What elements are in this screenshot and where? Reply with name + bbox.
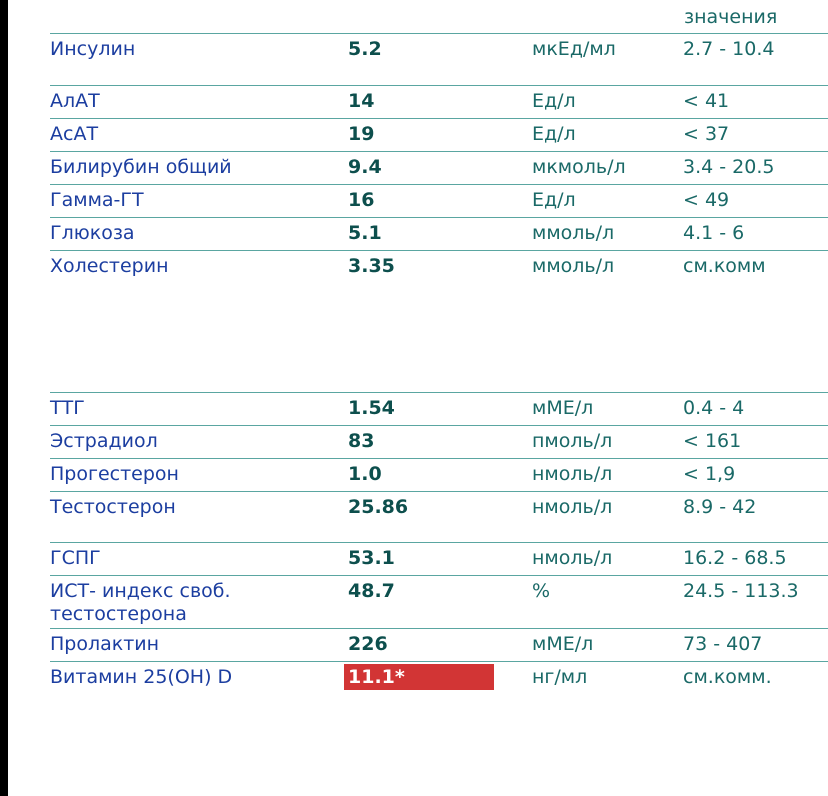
- result-row: [50, 118, 828, 152]
- test-reference: 16.2 - 68.5: [683, 547, 787, 569]
- test-unit: Ед/л: [532, 123, 576, 145]
- test-value-flagged: 11.1*: [344, 664, 494, 690]
- test-unit: мкЕд/мл: [532, 38, 616, 60]
- test-unit: нмоль/л: [532, 463, 613, 485]
- result-row: [50, 425, 828, 459]
- test-unit: пмоль/л: [532, 430, 613, 452]
- result-row: [50, 85, 828, 119]
- test-unit: мМЕ/л: [532, 397, 594, 419]
- test-name: Глюкоза: [50, 222, 135, 244]
- test-value: 19: [348, 123, 375, 145]
- test-unit: ммоль/л: [532, 222, 615, 244]
- test-unit: мМЕ/л: [532, 633, 594, 655]
- test-name: АсАТ: [50, 123, 99, 145]
- test-unit: нмоль/л: [532, 496, 613, 518]
- result-row: [50, 33, 828, 67]
- result-row: [50, 661, 828, 695]
- result-row: [50, 575, 828, 628]
- test-value: 25.86: [348, 496, 409, 518]
- test-unit: Ед/л: [532, 90, 576, 112]
- test-name: Инсулин: [50, 38, 136, 60]
- test-reference: 2.7 - 10.4: [683, 38, 775, 60]
- test-unit: мкмоль/л: [532, 156, 626, 178]
- test-reference: < 37: [683, 123, 730, 145]
- test-unit: ммоль/л: [532, 255, 615, 277]
- test-unit: Ед/л: [532, 189, 576, 211]
- test-unit: %: [532, 580, 551, 602]
- test-name: Холестерин: [50, 255, 169, 277]
- ref-column-header: значения: [684, 6, 778, 28]
- test-name: Витамин 25(ОН) D: [50, 666, 233, 688]
- result-row: [50, 184, 828, 218]
- test-value: 3.35: [348, 255, 395, 277]
- result-row: [50, 491, 828, 525]
- test-name: Прогестерон: [50, 463, 179, 485]
- test-unit: нг/мл: [532, 666, 588, 688]
- test-name-line1: ИСТ- индекс своб.: [50, 580, 231, 602]
- test-value: 1.54: [348, 397, 395, 419]
- test-value: 16: [348, 189, 375, 211]
- test-value: 83: [348, 430, 375, 452]
- result-row: [50, 542, 828, 576]
- test-value: 5.2: [348, 38, 382, 60]
- test-reference: < 41: [683, 90, 730, 112]
- test-value: 1.0: [348, 463, 382, 485]
- test-name: Пролактин: [50, 633, 160, 655]
- test-name: Билирубин общий: [50, 156, 232, 178]
- result-row: [50, 392, 828, 426]
- result-row: [50, 217, 828, 251]
- test-reference: 24.5 - 113.3: [683, 580, 799, 602]
- test-name: Эстрадиол: [50, 430, 158, 452]
- test-reference: < 161: [683, 430, 742, 452]
- test-reference: 4.1 - 6: [683, 222, 745, 244]
- test-reference: < 1,9: [683, 463, 736, 485]
- test-value: 48.7: [348, 580, 395, 602]
- test-reference: 73 - 407: [683, 633, 763, 655]
- test-reference: 8.9 - 42: [683, 496, 757, 518]
- test-reference: см.комм.: [683, 666, 772, 688]
- result-row: [50, 628, 828, 662]
- lab-results-page: [8, 0, 828, 796]
- test-reference: см.комм: [683, 255, 766, 277]
- test-value: 226: [348, 633, 388, 655]
- test-value: 5.1: [348, 222, 382, 244]
- test-reference: 3.4 - 20.5: [683, 156, 775, 178]
- test-reference: 0.4 - 4: [683, 397, 745, 419]
- test-name: ГСПГ: [50, 547, 101, 569]
- result-row: [50, 458, 828, 492]
- test-unit: нмоль/л: [532, 547, 613, 569]
- test-name-line2: тестостерона: [50, 603, 187, 625]
- result-row: [50, 151, 828, 185]
- test-reference: < 49: [683, 189, 730, 211]
- test-name: Гамма-ГТ: [50, 189, 144, 211]
- test-value: 53.1: [348, 547, 395, 569]
- test-name: АлАТ: [50, 90, 100, 112]
- test-value: 14: [348, 90, 375, 112]
- result-row: [50, 250, 828, 284]
- test-value: 9.4: [348, 156, 382, 178]
- test-name: Тестостерон: [50, 496, 176, 518]
- test-name: [50, 580, 231, 626]
- test-name: ТТГ: [50, 397, 85, 419]
